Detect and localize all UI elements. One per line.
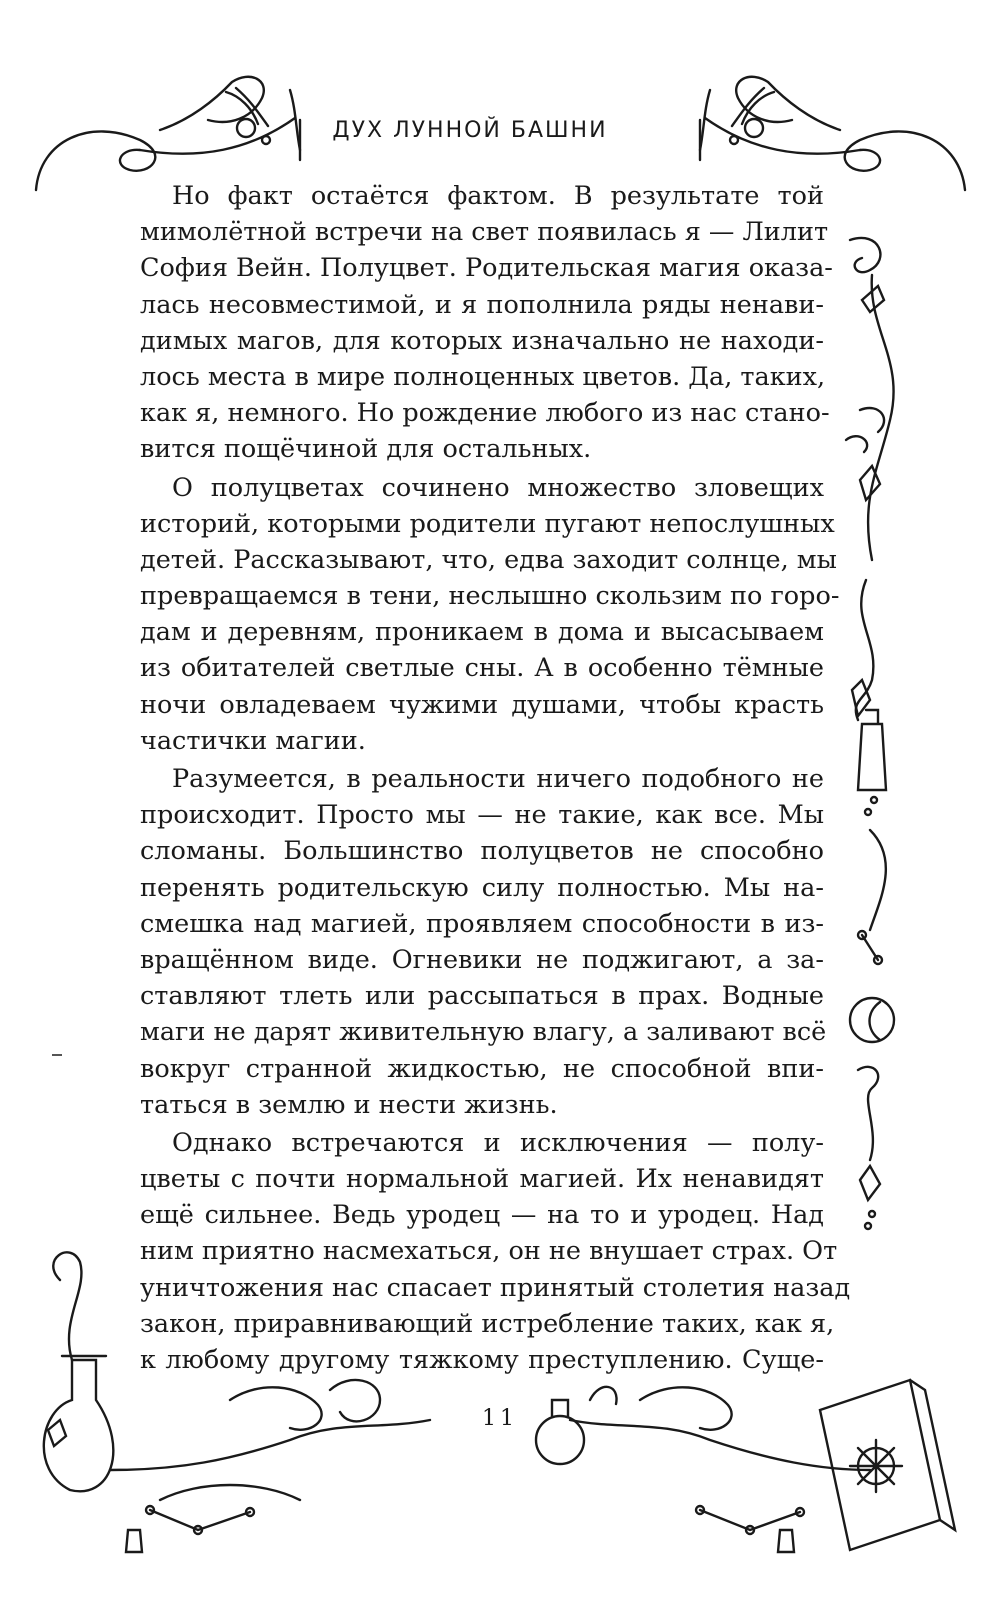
text-line: мимолётной встречи на свет появилась я — Лилит: [140, 217, 829, 248]
text-line: вокруг странной жидкостью, не способной впи-: [140, 1053, 824, 1084]
text-line: из обитателей светлые сны. А в особенно тёмные: [140, 653, 824, 684]
text-line: сломаны. Большинство полуцветов не способно: [140, 836, 824, 867]
paragraph-2: [140, 470, 840, 760]
text-line: закон, приравнивающий истребление таких, как я,: [140, 1308, 835, 1339]
text-line: перенять родительскую силу полностью. Мы на-: [140, 872, 824, 903]
text-line: ночи овладеваем чужими душами, чтобы красть: [140, 689, 824, 720]
text-line: лась несовместимой, и я пополнила ряды ненави-: [140, 289, 824, 320]
page-number: 11: [482, 1406, 518, 1431]
text-line: уничтожения нас спасает принятый столетия назад: [140, 1272, 851, 1303]
paragraph-4: [140, 1125, 851, 1378]
text-line: О полуцветах сочинено множество зловещих: [172, 472, 824, 503]
text-line: превращаемся в тени, неслышно скользим по горо-: [140, 581, 840, 612]
text-line: лось места в мире полноценных цветов. Да, таких,: [140, 361, 826, 392]
text-line: как я, немного. Но рождение любого из нас стано-: [140, 398, 830, 429]
spellbook-icon: [820, 1380, 955, 1550]
text-line: таться в землю и нести жизнь.: [140, 1089, 558, 1120]
text-line: Разумеется, в реальности ничего подобного не: [172, 764, 824, 794]
body-text: [140, 178, 851, 1380]
text-line: София Вейн. Полуцвет. Родительская магия оказа-: [140, 253, 833, 284]
paragraph-3: [140, 761, 827, 1123]
text-line: происходит. Просто мы — не такие, как все. Мы: [140, 800, 824, 831]
text-line: Однако встречаются и исключения — полу-: [172, 1127, 824, 1158]
text-line: Но факт остаётся фактом. В результате той: [172, 181, 824, 211]
text-line: частички магии.: [140, 725, 366, 756]
text-line: ним приятно насмехаться, он не внушает страх. От: [140, 1236, 838, 1267]
text-line: ставляют тлеть или рассыпаться в прах. Водные: [140, 981, 824, 1012]
paragraph-1: [140, 178, 833, 468]
text-line: цветы с почти нормальной магией. Их ненавидят: [140, 1164, 824, 1195]
text-line: вится пощёчиной для остальных.: [140, 434, 592, 465]
text-line: детей. Рассказывают, что, едва заходит солнце, мы: [140, 544, 837, 575]
stray-mark: [52, 1054, 62, 1056]
running-head: ДУХ ЛУННОЙ БАШНИ: [332, 118, 608, 143]
text-line: ещё сильнее. Ведь уродец — на то и уродец. Над: [140, 1200, 824, 1231]
text-line: дам и деревням, проникаем в дома и высасываем: [140, 617, 824, 648]
text-line: маги не дарят живительную влагу, а заливают всё: [140, 1017, 827, 1048]
text-line: димых магов, для которых изначально не находи-: [140, 325, 824, 356]
text-line: смешка над магией, проявляем способности в из-: [140, 908, 824, 939]
text-line: историй, которыми родители пугают непослушных: [140, 508, 835, 539]
right-vine-icon: [846, 238, 894, 1229]
text-line: к любому другому тяжкому преступлению. Суще-: [140, 1345, 824, 1375]
left-bottle-icon: [44, 1252, 114, 1491]
text-line: вращённом виде. Огневики не поджигают, а за-: [140, 944, 824, 975]
